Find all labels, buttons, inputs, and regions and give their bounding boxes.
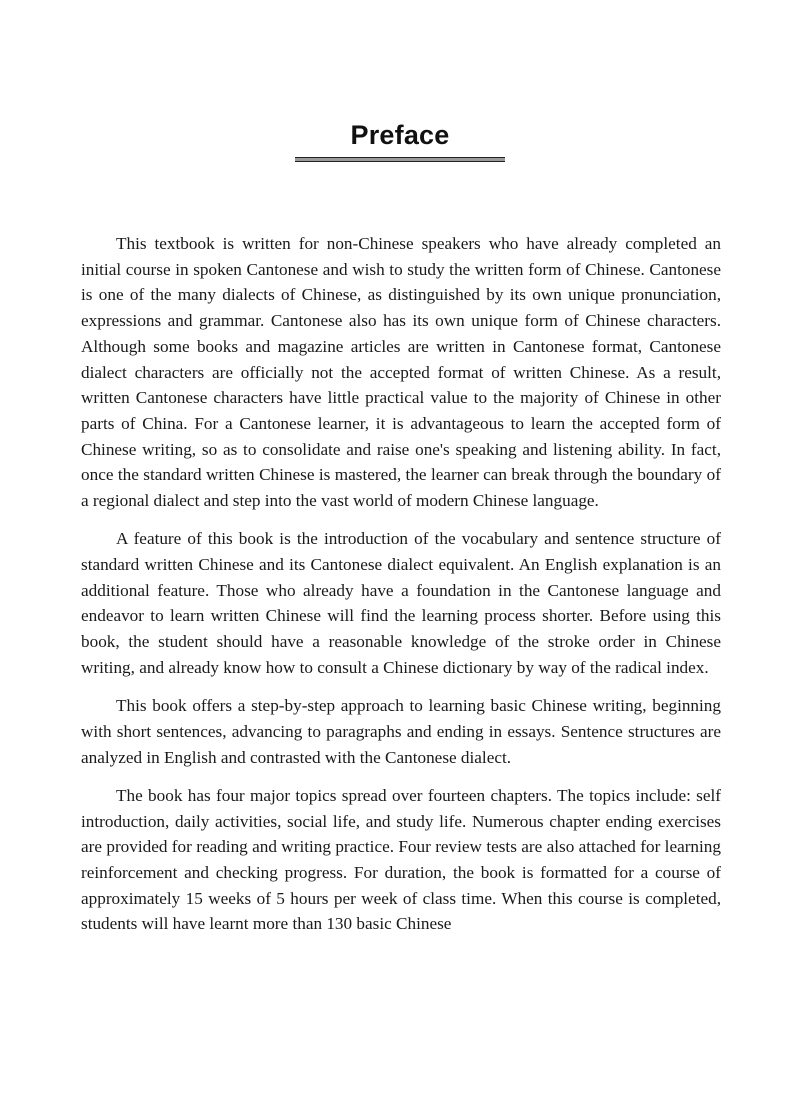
paragraph-2: A feature of this book is the introduction of the vocabulary and sentence structure of standard written Chinese and its Cantonese dialect equivalent. An English explanation is an additional feature. Those who already have a foundation in the Cantonese language and endeavor to learn written Chinese will find the learning process shorter. Before using this book, the student should have a reasonable knowledge of the stroke order in Chinese writing, and already know how to consult a Chinese dictionary by way of the radical index. bbox=[81, 529, 721, 677]
paragraph-3: This book offers a step-by-step approach to learning basic Chinese writing, beginning with short sentences, advancing to paragraphs and ending in essays. Sentence structures are analyzed in English and contrasted with the Cantonese dialect. bbox=[81, 696, 721, 767]
paragraph-4: The book has four major topics spread over fourteen chapters. The topics include: self introduction, daily activities, social life, and study life. Numerous chapter ending exercises are provided for reading and writing practice. Four review tests are also attached for learning reinforcement and checking progress. For duration, the book is formatted for a course of approximately 15 weeks of 5 hours per week of class time. When this course is completed, students will have learnt more than 130 basic Chinese bbox=[81, 785, 721, 934]
paragraph-1: This textbook is written for non-Chinese speakers who have already completed an initial course in spoken Cantonese and wish to study the written form of Chinese. Cantonese is one of the many dialects of Chinese, as distinguished by its own unique pronunciation, expressions and grammar. Cantonese also has its own unique form of Chinese characters. Although some books and magazine articles are written in Cantonese format, Cantonese dialect characters are officially not the accepted format of written Chinese. As a result, written Cantonese characters have little practical value to the majority of Chinese in other parts of China. For a Cantonese learner, it is advantageous to learn the accepted form of Chinese writing, so as to consolidate and raise one's speaking and listening ability. In fact, once the standard written Chinese is mastered, the learner can break through the boundary of a regional dialect and step into the vast world of modern Chinese language. bbox=[81, 234, 721, 511]
title-double-underline bbox=[295, 157, 505, 162]
preface-body bbox=[81, 231, 721, 950]
page-title: Preface bbox=[350, 120, 450, 150]
